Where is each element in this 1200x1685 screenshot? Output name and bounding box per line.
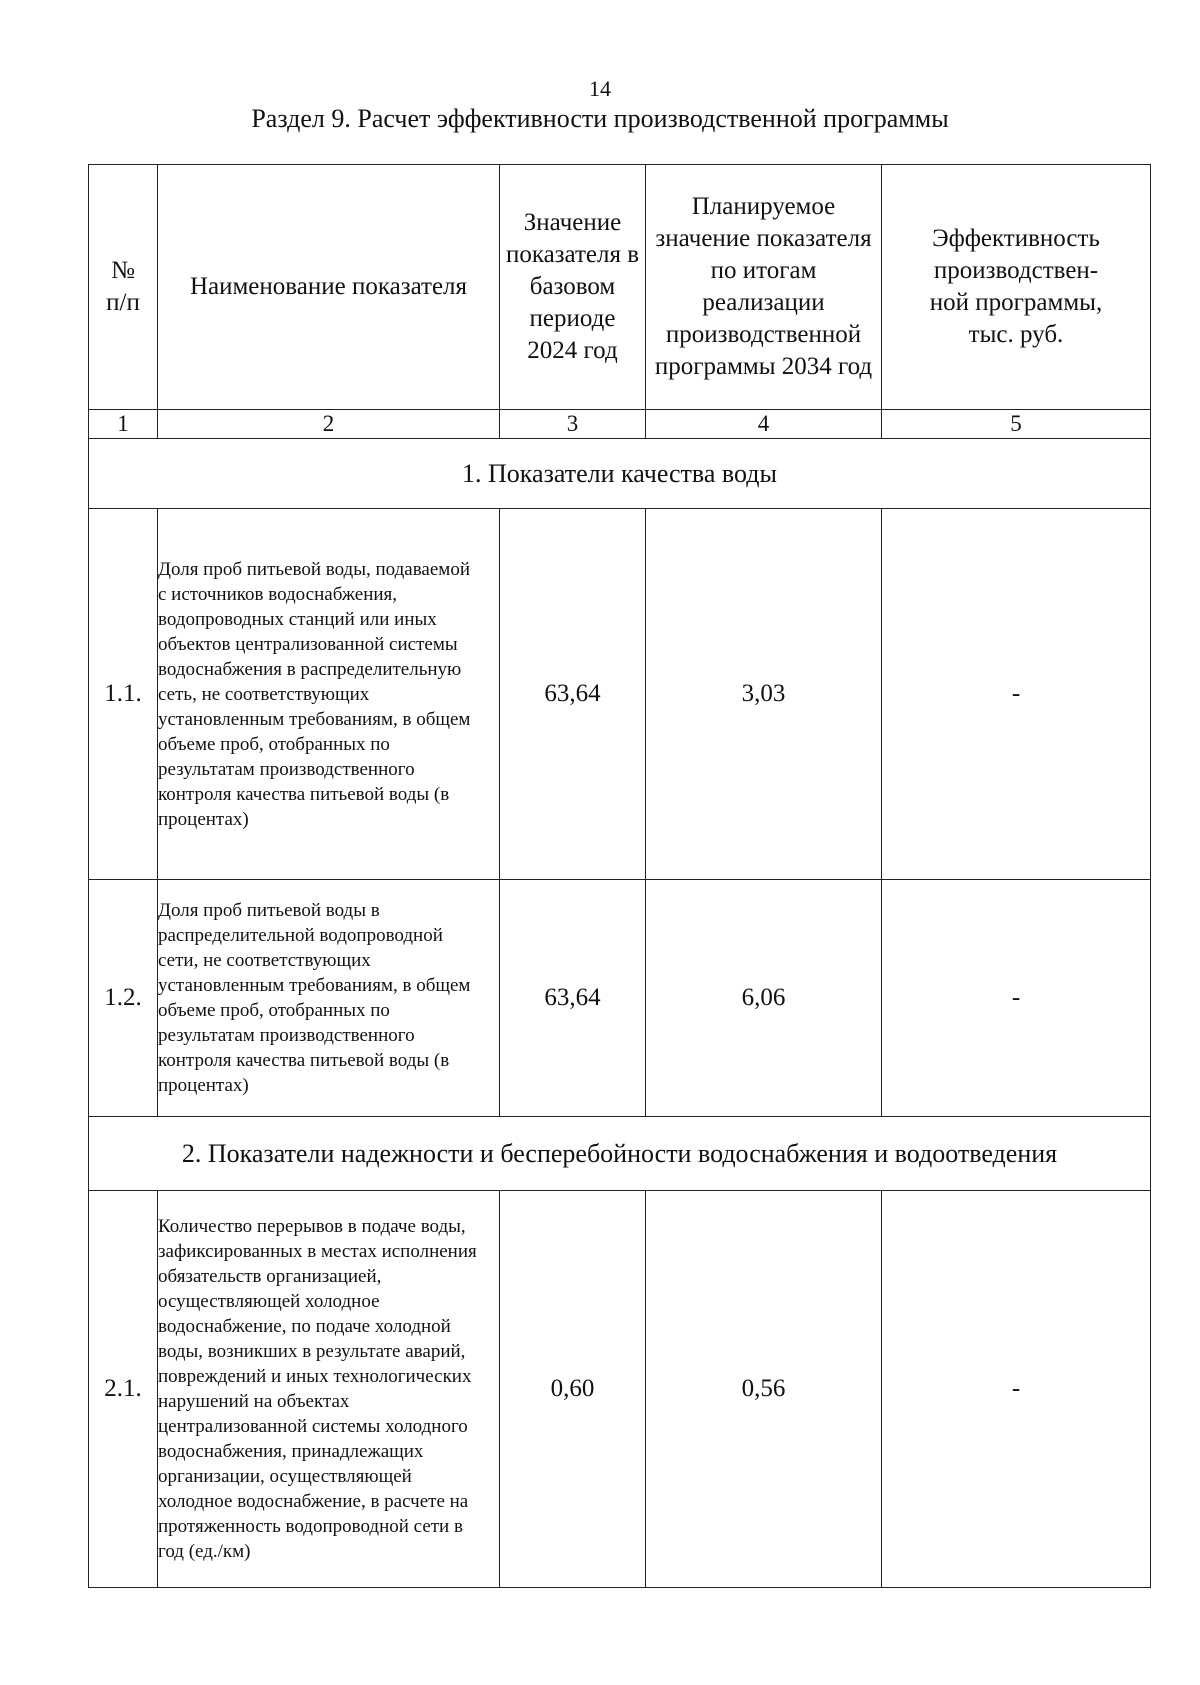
row-number: 1.2.: [89, 880, 158, 1117]
column-number-row: [89, 410, 1151, 439]
header-row: [89, 165, 1151, 410]
efficiency-value: -: [882, 1191, 1151, 1588]
page-number: 14: [589, 76, 611, 101]
column-number: 4: [646, 410, 882, 439]
row-number: 1.1.: [89, 509, 158, 880]
section-title: Раздел 9. Расчет эффективности производственной программы: [251, 104, 949, 133]
header-efficiency: Эффективность производствен-ной программы, тыс. руб.: [882, 165, 1151, 410]
table-row: [89, 509, 1151, 880]
section-row: [89, 1117, 1151, 1191]
table-row: [89, 1191, 1151, 1588]
section-title-water-quality: 1. Показатели качества воды: [89, 439, 1151, 509]
base-value: 63,64: [500, 880, 646, 1117]
section-title-reliability: 2. Показатели надежности и бесперебойности водоснабжения и водоотведения: [89, 1117, 1151, 1191]
header-name: Наименование показателя: [158, 165, 500, 410]
section-row: [89, 439, 1151, 509]
indicator-name: Количество перерывов в подаче воды, зафиксированных в местах исполнения обязательств организацией, осуществляющей холодное водоснабжение, по подаче холодной воды, возникших в результате аварий, повреждений и иных технологических нарушений на объектах централизованной системы холодного водоснабжения, принадлежащих организации, осуществляющей холодное водоснабжение, в расчете на протяженность водопроводной сети в год (ед./км): [158, 1191, 500, 1588]
row-number: 2.1.: [89, 1191, 158, 1588]
indicator-name: Доля проб питьевой воды, подаваемой с источников водоснабжения, водопроводных станций или иных объектов централизованной системы водоснабжения в распределительную сеть, не соответствующих установленным требованиям, в общем объеме проб, отобранных по результатам производственного контроля качества питьевой воды (в процентах): [158, 509, 500, 880]
column-number: 1: [89, 410, 158, 439]
column-number: 2: [158, 410, 500, 439]
header-num: № п/п: [89, 165, 158, 410]
efficiency-value: -: [882, 509, 1151, 880]
table-row: [89, 880, 1151, 1117]
planned-value: 6,06: [646, 880, 882, 1117]
header-base-value: Значение показателя в базовом периоде 2024 год: [500, 165, 646, 410]
planned-value: 0,56: [646, 1191, 882, 1588]
column-number: 3: [500, 410, 646, 439]
base-value: 63,64: [500, 509, 646, 880]
indicator-name: Доля проб питьевой воды в распределительной водопроводной сети, не соответствующих установленным требованиям, в общем объеме проб, отобранных по результатам производственного контроля качества питьевой воды (в процентах): [158, 880, 500, 1117]
efficiency-value: -: [882, 880, 1151, 1117]
indicators-table: [88, 164, 1151, 1588]
base-value: 0,60: [500, 1191, 646, 1588]
planned-value: 3,03: [646, 509, 882, 880]
header-planned-value: Планируемое значение показателя по итогам реализации производственной программы 2034 год: [646, 165, 882, 410]
column-number: 5: [882, 410, 1151, 439]
